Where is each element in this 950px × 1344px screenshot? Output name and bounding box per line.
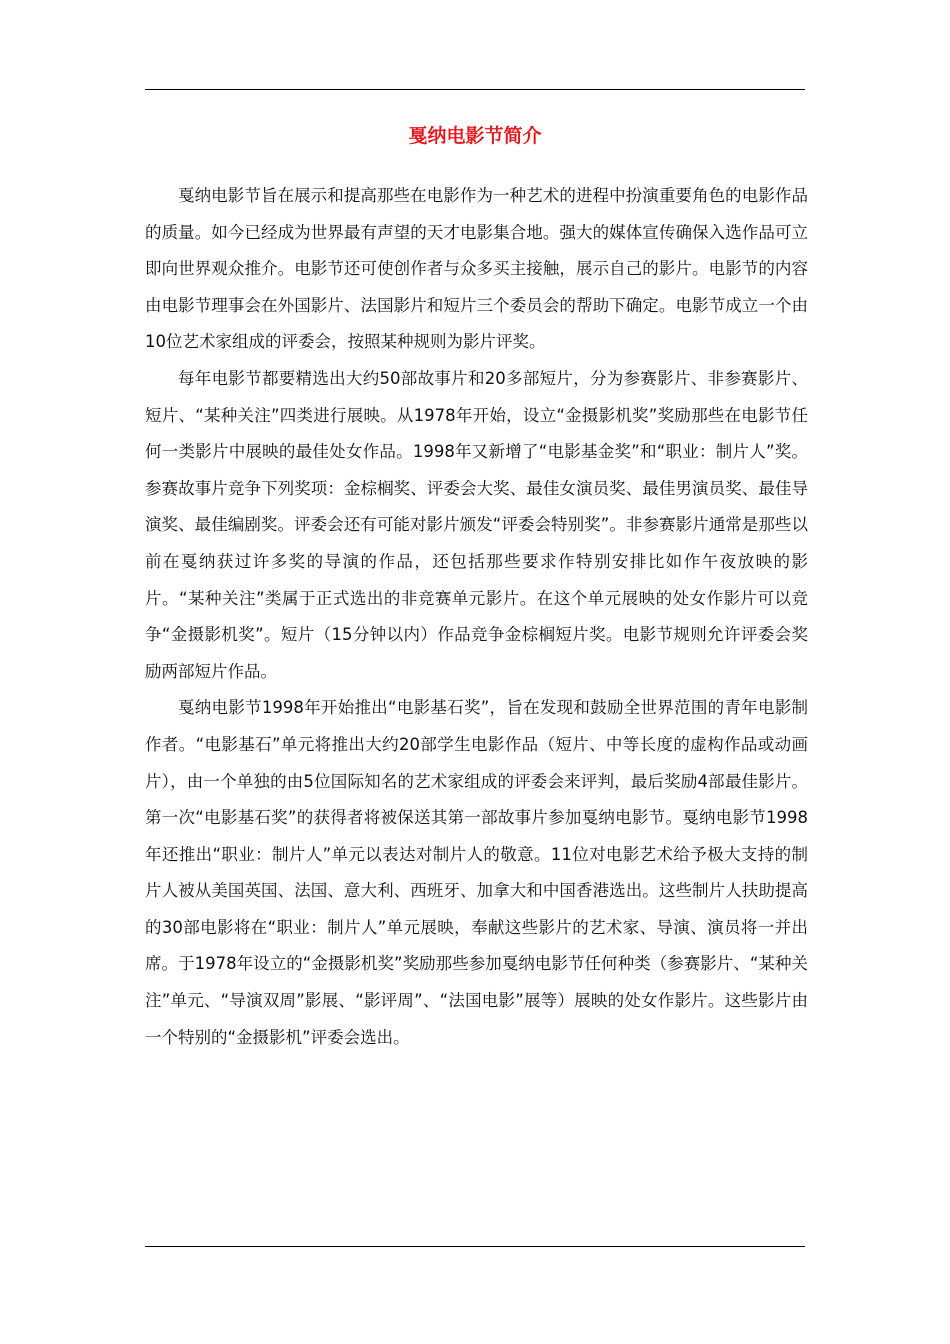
paragraph-1: 戛纳电影节旨在展示和提高那些在电影作为一种艺术的进程中扮演重要角色的电影作品的质量。如今已经成为世界最有声望的天才电影集合地。强大的媒体宣传确保入选作品可立即向世界观众推介。电影节还可使创作者与众多买主接触，展示自己的影片。电影节的内容由电影节理事会在外国影片、法国影片和短片三个委员会的帮助下确定。电影节成立一个由10位艺术家组成的评委会，按照某种规则为影片评奖。: [145, 186, 808, 352]
paragraph-3: 戛纳电影节1998年开始推出“电影基石奖”，旨在发现和鼓励全世界范围的青年电影制作者。“电影基石”单元将推出大约20部学生电影作品（短片、中等长度的虚构作品或动画片），由一个单独的由5位国际知名的艺术家组成的评委会来评判，最后奖励4部最佳影片。第一次“电影基石奖”的获得者将被保送其第一部故事片参加戛纳电影节。戛纳电影节1998年还推出“职业：制片人”单元以表达对制片人的敬意。11位对电影艺术给予极大支持的制片人被从美国英国、法国、意大利、西班牙、加拿大和中国香港选出。这些制片人扶助提高的30部电影将在“职业：制片人”单元展映，奉献这些影片的艺术家、导演、演员将一并出席。于1978年设立的“金摄影机奖”奖励那些参加戛纳电影节任何种类（参赛影片、“某种关注”单元、“导演双周”影展、“影评周”、“法国电影”展等）展映的处女作影片。这些影片由一个特别的“金摄影机”评委会选出。: [145, 698, 808, 1047]
footer-rule: [145, 1246, 805, 1247]
paragraph-2: 每年电影节都要精选出大约50部故事片和20多部短片，分为参赛影片、非参赛影片、短片、“某种关注”四类进行展映。从1978年开始，设立“金摄影机奖”奖励那些在电影节任何一类影片中展映的最佳处女作品。1998年又新增了“电影基金奖”和“职业：制片人”奖。参赛故事片竞争下列奖项：金棕榈奖、评委会大奖、最佳女演员奖、最佳男演员奖、最佳导演奖、最佳编剧奖。评委会还有可能对影片颁发“评委会特别奖”。非参赛影片通常是那些以前在戛纳获过许多奖的导演的作品，还包括那些要求作特别安排比如作午夜放映的影片。“某种关注”类属于正式选出的非竞赛单元影片。在这个单元展映的处女作影片可以竞争“金摄影机奖”。短片（15分钟以内）作品竞争金棕榈短片奖。电影节规则允许评委会奖励两部短片作品。: [145, 368, 808, 681]
document-body: [145, 178, 808, 1056]
document-title: 戛纳电影节简介: [408, 125, 542, 147]
header-rule: [145, 89, 805, 90]
